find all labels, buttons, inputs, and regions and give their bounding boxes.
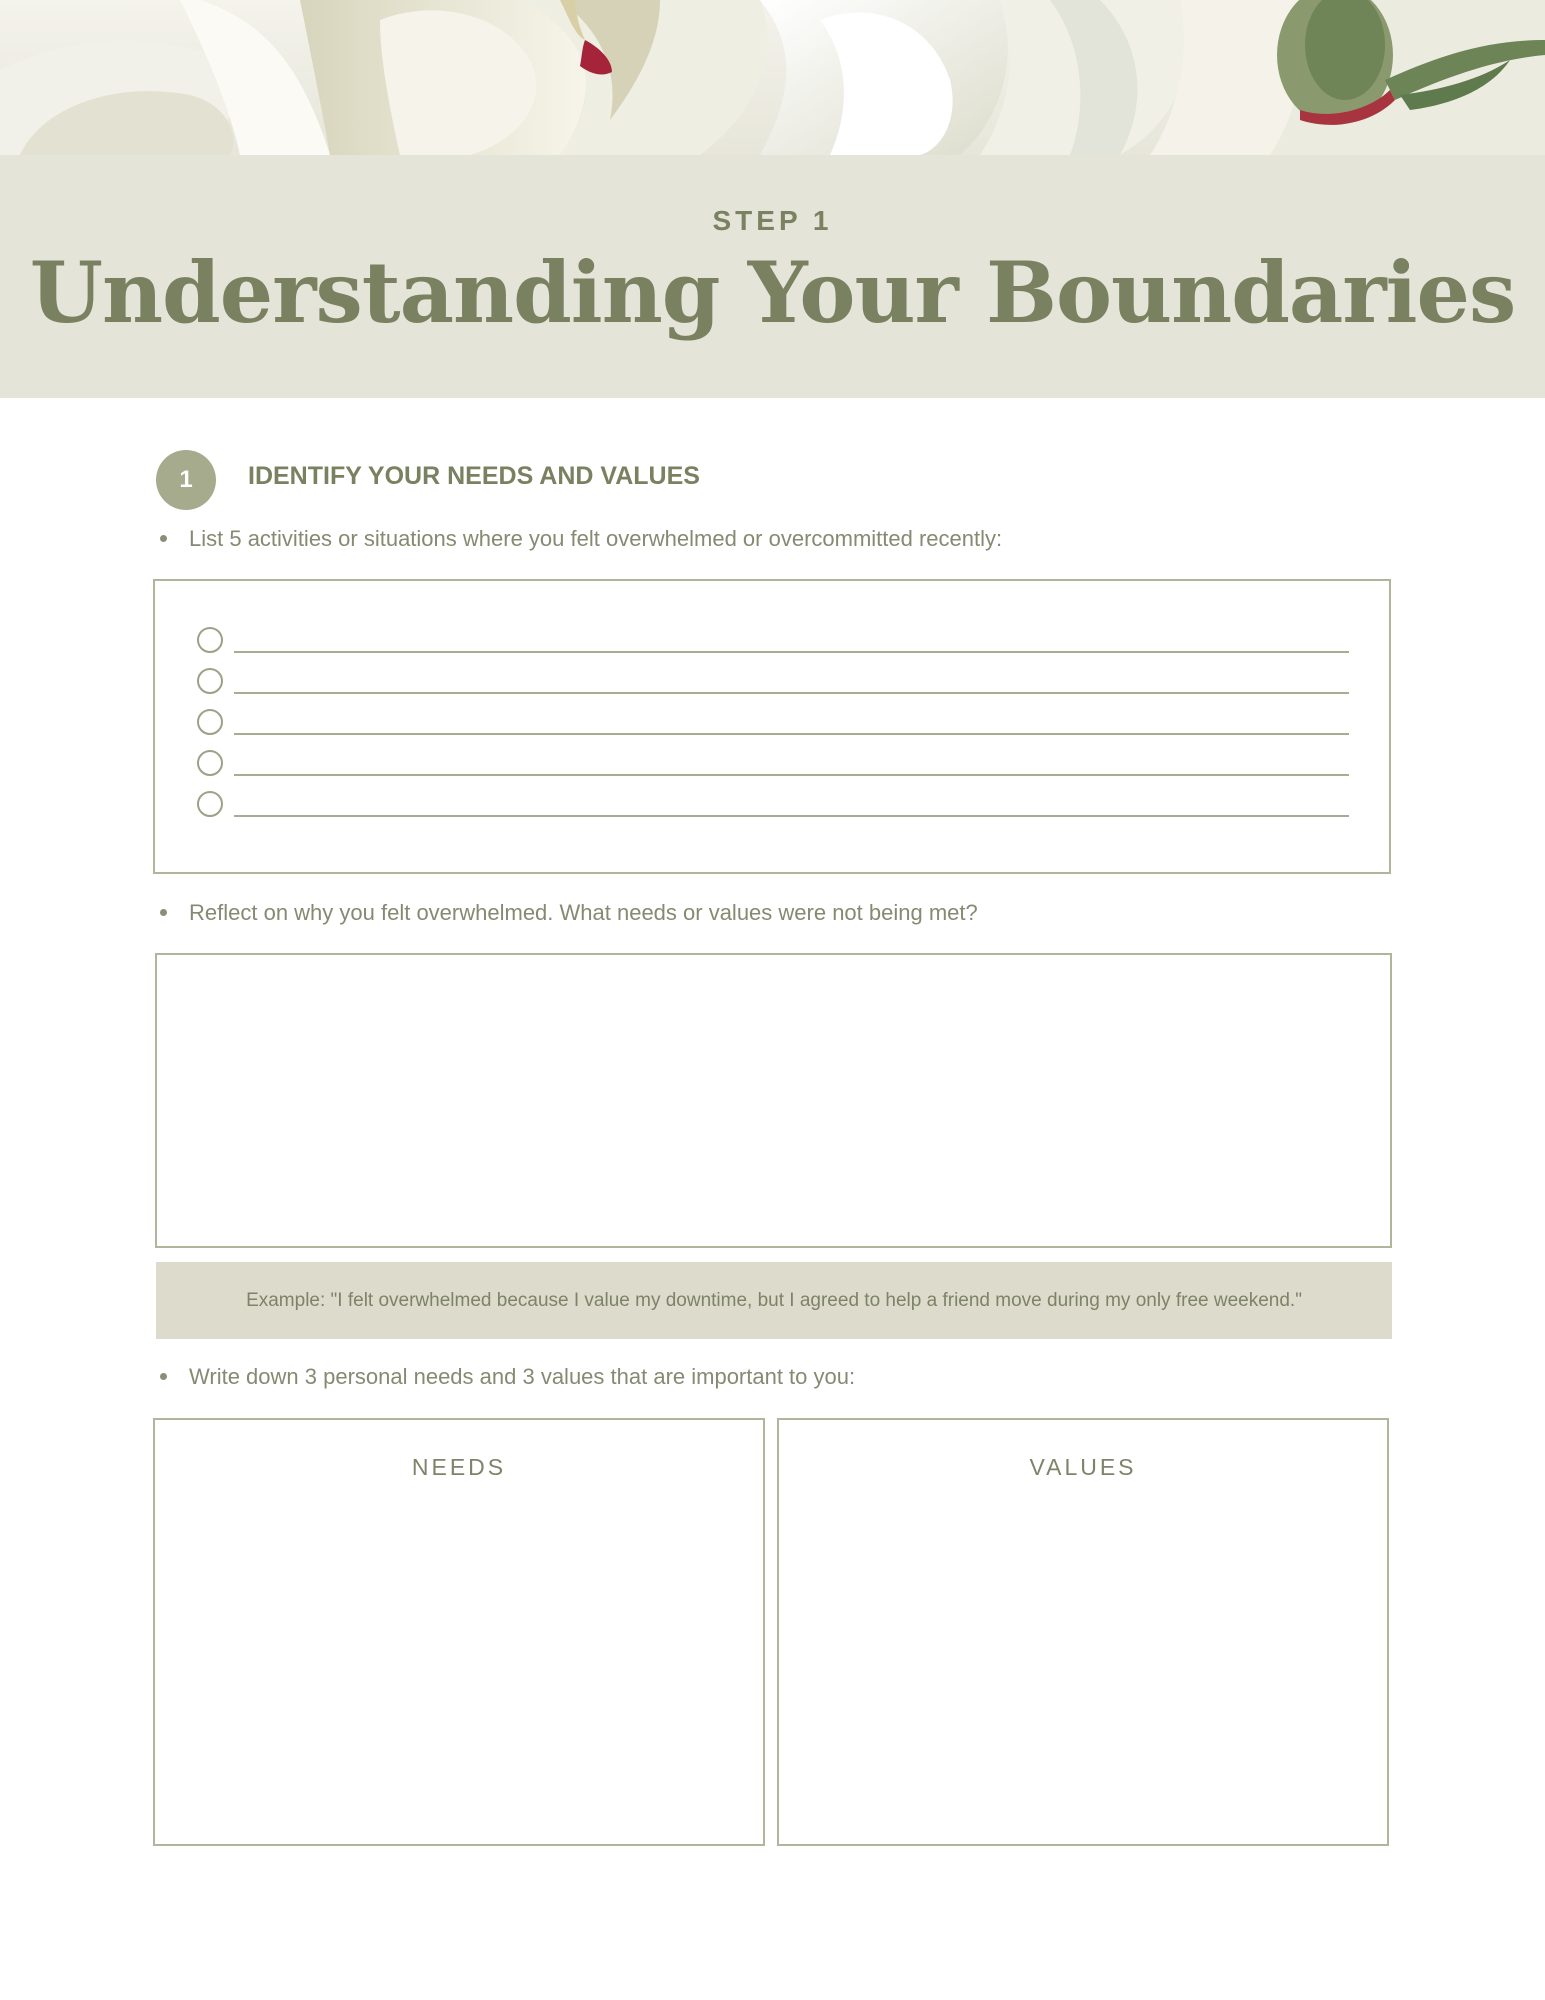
answer-line[interactable] xyxy=(234,733,1349,735)
page-title: Understanding Your Boundaries xyxy=(29,243,1516,342)
list-prompt-text: List 5 activities or situations where you felt overwhelmed or overcommitted recently: xyxy=(189,526,1003,551)
floral-header-image xyxy=(0,0,1545,155)
checklist-item xyxy=(197,668,1347,696)
circle-checkbox-icon[interactable] xyxy=(197,668,223,694)
bullet-icon xyxy=(160,909,167,916)
answer-line[interactable] xyxy=(234,815,1349,817)
answer-line[interactable] xyxy=(234,692,1349,694)
reflection-answer-box[interactable] xyxy=(155,953,1392,1248)
title-band xyxy=(0,155,1545,398)
step-label: STEP 1 xyxy=(712,205,833,236)
example-text: Example: "I felt overwhelmed because I value my downtime, but I agreed to help a friend move during my only free weekend." xyxy=(246,1289,1302,1311)
checklist-item xyxy=(197,627,1347,655)
values-box[interactable] xyxy=(777,1418,1389,1846)
circle-checkbox-icon[interactable] xyxy=(197,750,223,776)
needs-box[interactable] xyxy=(153,1418,765,1846)
reflect-prompt xyxy=(160,900,978,926)
answer-line[interactable] xyxy=(234,651,1349,653)
needs-header: NEEDS xyxy=(411,1454,507,1480)
checklist-item xyxy=(197,750,1347,778)
circle-checkbox-icon[interactable] xyxy=(197,791,223,817)
needs-values-prompt-text: Write down 3 personal needs and 3 values that are important to you: xyxy=(189,1364,856,1389)
bullet-icon xyxy=(160,535,167,542)
circle-checkbox-icon[interactable] xyxy=(197,709,223,735)
values-header: VALUES xyxy=(1029,1454,1137,1480)
section-number-badge: 1 xyxy=(156,450,216,510)
reflect-prompt-text: Reflect on why you felt overwhelmed. What needs or values were not being met? xyxy=(189,900,978,925)
needs-values-prompt xyxy=(160,1364,855,1390)
example-callout xyxy=(156,1262,1392,1339)
checklist-item xyxy=(197,709,1347,737)
bullet-icon xyxy=(160,1373,167,1380)
section-title: IDENTIFY YOUR NEEDS AND VALUES xyxy=(248,462,700,490)
list-prompt xyxy=(160,526,1002,552)
answer-line[interactable] xyxy=(234,774,1349,776)
circle-checkbox-icon[interactable] xyxy=(197,627,223,653)
checklist-item xyxy=(197,791,1347,819)
checklist-box xyxy=(153,579,1391,874)
